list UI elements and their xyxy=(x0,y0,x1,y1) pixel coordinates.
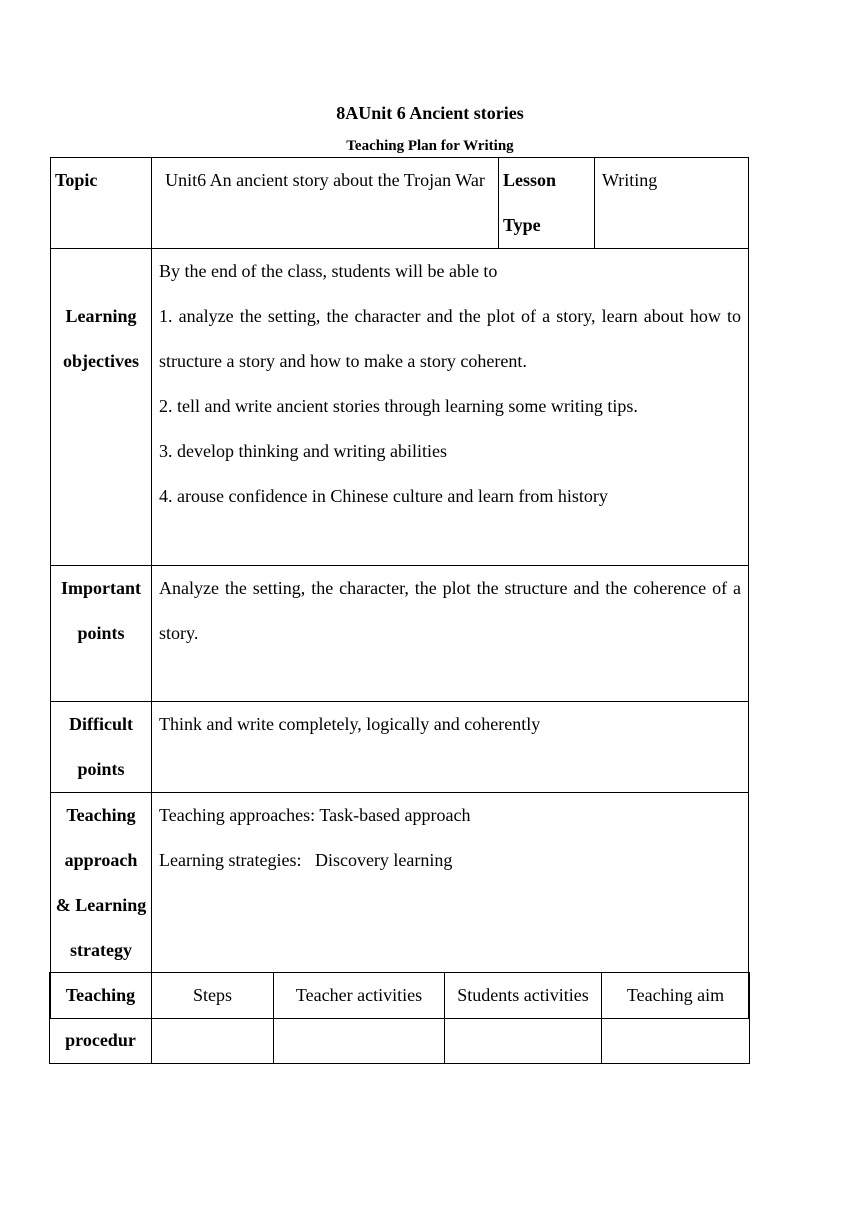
objectives-intro: By the end of the class, students will be able to xyxy=(159,261,498,281)
objective-item: 2. tell and write ancient stories through learning some writing tips. xyxy=(159,396,638,416)
column-header-steps: Steps xyxy=(152,973,274,1064)
objectives-label: Learning objectives xyxy=(51,249,152,566)
objective-item: 1. analyze the setting, the character and the plot of a story, learn about how to structure a story and how to make a story coherent. xyxy=(159,306,741,371)
important-points-label: Important points xyxy=(51,566,152,702)
document-title: 8AUnit 6 Ancient stories xyxy=(336,103,524,123)
document-subtitle: Teaching Plan for Writing xyxy=(346,138,514,154)
difficult-points-label: Difficult points xyxy=(51,702,152,793)
teaching-approaches: Teaching approaches: Task-based approach xyxy=(159,805,471,825)
procedure-label: Teaching procedur xyxy=(50,973,152,1064)
objectives-row xyxy=(51,249,749,566)
objectives-cell xyxy=(152,249,749,566)
column-header-teaching-aim: Teaching aim xyxy=(602,973,750,1064)
procedure-table xyxy=(49,972,750,1064)
lesson-type-label: Lesson Type xyxy=(499,158,595,249)
important-points-value: Analyze the setting, the character, the plot the structure and the coherence of a story. xyxy=(152,566,749,702)
approach-label: Teaching approach & Learning strategy xyxy=(51,793,152,1019)
topic-value: Unit6 An ancient story about the Trojan War xyxy=(152,158,499,249)
topic-row xyxy=(51,158,749,249)
difficult-points-row xyxy=(51,702,749,793)
procedure-header-row xyxy=(50,973,750,1064)
difficult-points-value: Think and write completely, logically and coherently xyxy=(152,702,749,793)
topic-label: Topic xyxy=(51,158,152,249)
column-header-teacher-activities: Teacher activities xyxy=(274,973,445,1064)
objective-item: 3. develop thinking and writing abilities xyxy=(159,441,447,461)
objective-item: 4. arouse confidence in Chinese culture and learn from history xyxy=(159,486,608,506)
important-points-row xyxy=(51,566,749,702)
lesson-plan-table xyxy=(50,157,749,1019)
learning-strategies: Learning strategies: Discovery learning xyxy=(159,850,453,870)
column-header-students-activities: Students activities xyxy=(445,973,602,1064)
lesson-type-value: Writing xyxy=(595,158,749,249)
